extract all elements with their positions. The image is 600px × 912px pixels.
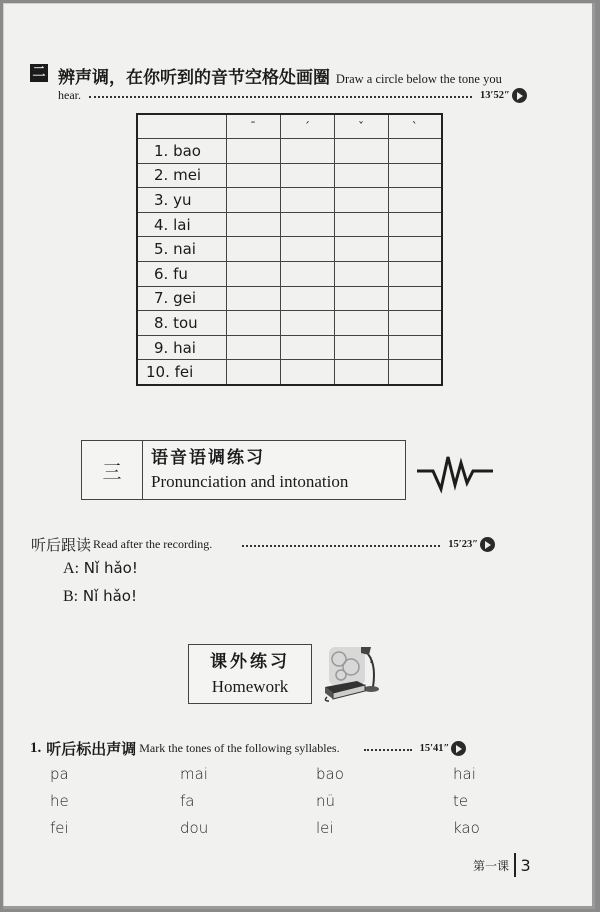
section-heading (143, 441, 348, 499)
read-after-title-en: Read after the recording. (93, 537, 213, 551)
tone-cell[interactable] (388, 360, 442, 385)
tone-cell[interactable] (280, 163, 334, 188)
tone-cell[interactable] (226, 237, 280, 262)
header-third-tone: ˇ (334, 114, 388, 139)
audio-timestamp: 13′52″ (480, 90, 510, 101)
syllable-cell: 6. fu (137, 262, 226, 287)
syllable-item: nü (316, 792, 336, 810)
books-lamp-icon (321, 643, 383, 705)
tone-cell[interactable] (334, 286, 388, 311)
sound-wave-icon (415, 451, 495, 495)
table-row (137, 360, 442, 385)
tone-cell[interactable] (334, 360, 388, 385)
syllable-cell: 4. lai (137, 212, 226, 237)
syllable-cell: 9. hai (137, 335, 226, 360)
exercise-number: 1. (30, 740, 42, 756)
speaker-label: B (63, 588, 74, 605)
tone-cell[interactable] (226, 262, 280, 287)
table-row (137, 237, 442, 262)
tone-cell[interactable] (226, 188, 280, 213)
tone-cell[interactable] (334, 212, 388, 237)
syllable-item: fei (50, 819, 69, 837)
syllable-cell: 1. bao (137, 139, 226, 164)
syllable-item: lei (316, 819, 334, 837)
section-title-cn: 辨声调，在你听到的音节空格处画圈 (58, 68, 330, 88)
tone-cell[interactable] (388, 262, 442, 287)
lesson-label: 第一课 (473, 858, 510, 873)
tone-cell[interactable] (280, 311, 334, 336)
exercise-1-heading (30, 738, 466, 759)
play-icon[interactable] (512, 88, 527, 103)
tone-cell[interactable] (226, 286, 280, 311)
tone-cell[interactable] (334, 139, 388, 164)
syllable-cell: 5. nai (137, 237, 226, 262)
tone-cell[interactable] (280, 188, 334, 213)
syllable-item: he (50, 792, 69, 810)
page-number: 3 (520, 855, 531, 875)
tone-cell[interactable] (334, 262, 388, 287)
read-after-title-cn: 听后跟读 (31, 536, 92, 554)
table-row (137, 335, 442, 360)
dialog-text: Nǐ hǎo! (82, 587, 137, 605)
section-heading-en: Pronunciation and intonation (151, 472, 349, 491)
table-row (137, 188, 442, 213)
exercise-title-cn: 听后标出声调 (46, 740, 137, 758)
tone-cell[interactable] (280, 139, 334, 164)
read-after-heading (31, 534, 495, 555)
tone-cell[interactable] (388, 286, 442, 311)
tone-cell[interactable] (388, 237, 442, 262)
tone-cell[interactable] (334, 237, 388, 262)
audio-timestamp: 15′41″ (419, 743, 450, 754)
tone-cell[interactable] (226, 360, 280, 385)
tone-cell[interactable] (226, 311, 280, 336)
section-title-en: Draw a circle below the tone you (335, 72, 502, 86)
tone-table (136, 113, 443, 386)
play-icon[interactable] (480, 537, 495, 552)
header-first-tone: ˉ (226, 114, 280, 139)
syllable-item: kao (453, 819, 480, 837)
textbook-page (3, 3, 595, 909)
exercise-title-en: Mark the tones of the following syllables. (139, 741, 340, 755)
tone-cell[interactable] (334, 311, 388, 336)
pronunciation-section-header (81, 440, 406, 500)
syllable-item: hai (453, 765, 476, 783)
tone-cell[interactable] (334, 188, 388, 213)
section-number: 三 (82, 441, 143, 499)
table-row (137, 212, 442, 237)
dialog-text: Nǐ hǎo! (83, 559, 138, 577)
syllable-cell: 7. gei (137, 286, 226, 311)
tone-cell[interactable] (388, 335, 442, 360)
syllable-item: te (453, 792, 469, 810)
dialog-line: B: Nǐ hǎo! (63, 587, 137, 605)
syllable-cell: 3. yu (137, 188, 226, 213)
tone-cell[interactable] (334, 335, 388, 360)
tone-cell[interactable] (280, 335, 334, 360)
page-footer (473, 853, 531, 877)
tone-cell[interactable] (226, 212, 280, 237)
homework-title-en: Homework (211, 677, 289, 696)
table-row (137, 262, 442, 287)
leader-dots (364, 749, 412, 751)
syllable-cell: 8. tou (137, 311, 226, 336)
homework-title-cn: 课外练习 (210, 652, 290, 672)
syllable-item: pa (50, 765, 69, 783)
dialog-line: A: Nǐ hǎo! (63, 559, 138, 577)
tone-cell[interactable] (280, 360, 334, 385)
speaker-label: A (63, 560, 75, 577)
tone-cell[interactable] (226, 335, 280, 360)
tone-cell[interactable] (388, 212, 442, 237)
syllable-item: fa (180, 792, 195, 810)
tone-cell[interactable] (334, 163, 388, 188)
homework-section-header (188, 644, 312, 704)
tone-cell[interactable] (226, 139, 280, 164)
section-title-en-cont: hear. (58, 88, 81, 102)
table-header-row (137, 114, 442, 139)
footer-divider (514, 853, 516, 877)
syllable-item: dou (180, 819, 209, 837)
play-icon[interactable] (451, 741, 466, 756)
tone-cell[interactable] (280, 212, 334, 237)
syllable-cell: 10. fei (137, 360, 226, 385)
tone-cell[interactable] (388, 311, 442, 336)
tone-cell[interactable] (226, 163, 280, 188)
tone-cell[interactable] (388, 163, 442, 188)
audio-timestamp: 15′23″ (448, 539, 479, 550)
table-row (137, 286, 442, 311)
syllable-grid (50, 765, 553, 840)
tone-cell[interactable] (280, 237, 334, 262)
table-row (137, 311, 442, 336)
tone-cell[interactable] (388, 139, 442, 164)
syllable-item: mai (180, 765, 208, 783)
section-title-line2 (58, 88, 527, 103)
section-heading-cn: 语音语调练习 (151, 448, 265, 468)
header-syllable (137, 114, 226, 139)
tone-cell[interactable] (280, 262, 334, 287)
leader-dots (89, 96, 472, 98)
header-second-tone: ˊ (280, 114, 334, 139)
table-row (137, 139, 442, 164)
section-number-badge: 二 (30, 64, 48, 82)
syllable-item: bao (316, 765, 344, 783)
tone-cell[interactable] (280, 286, 334, 311)
syllable-cell: 2. mei (137, 163, 226, 188)
table-row (137, 163, 442, 188)
leader-dots (242, 545, 440, 547)
tone-cell[interactable] (388, 188, 442, 213)
header-fourth-tone: ˋ (388, 114, 442, 139)
section-title (58, 63, 502, 88)
